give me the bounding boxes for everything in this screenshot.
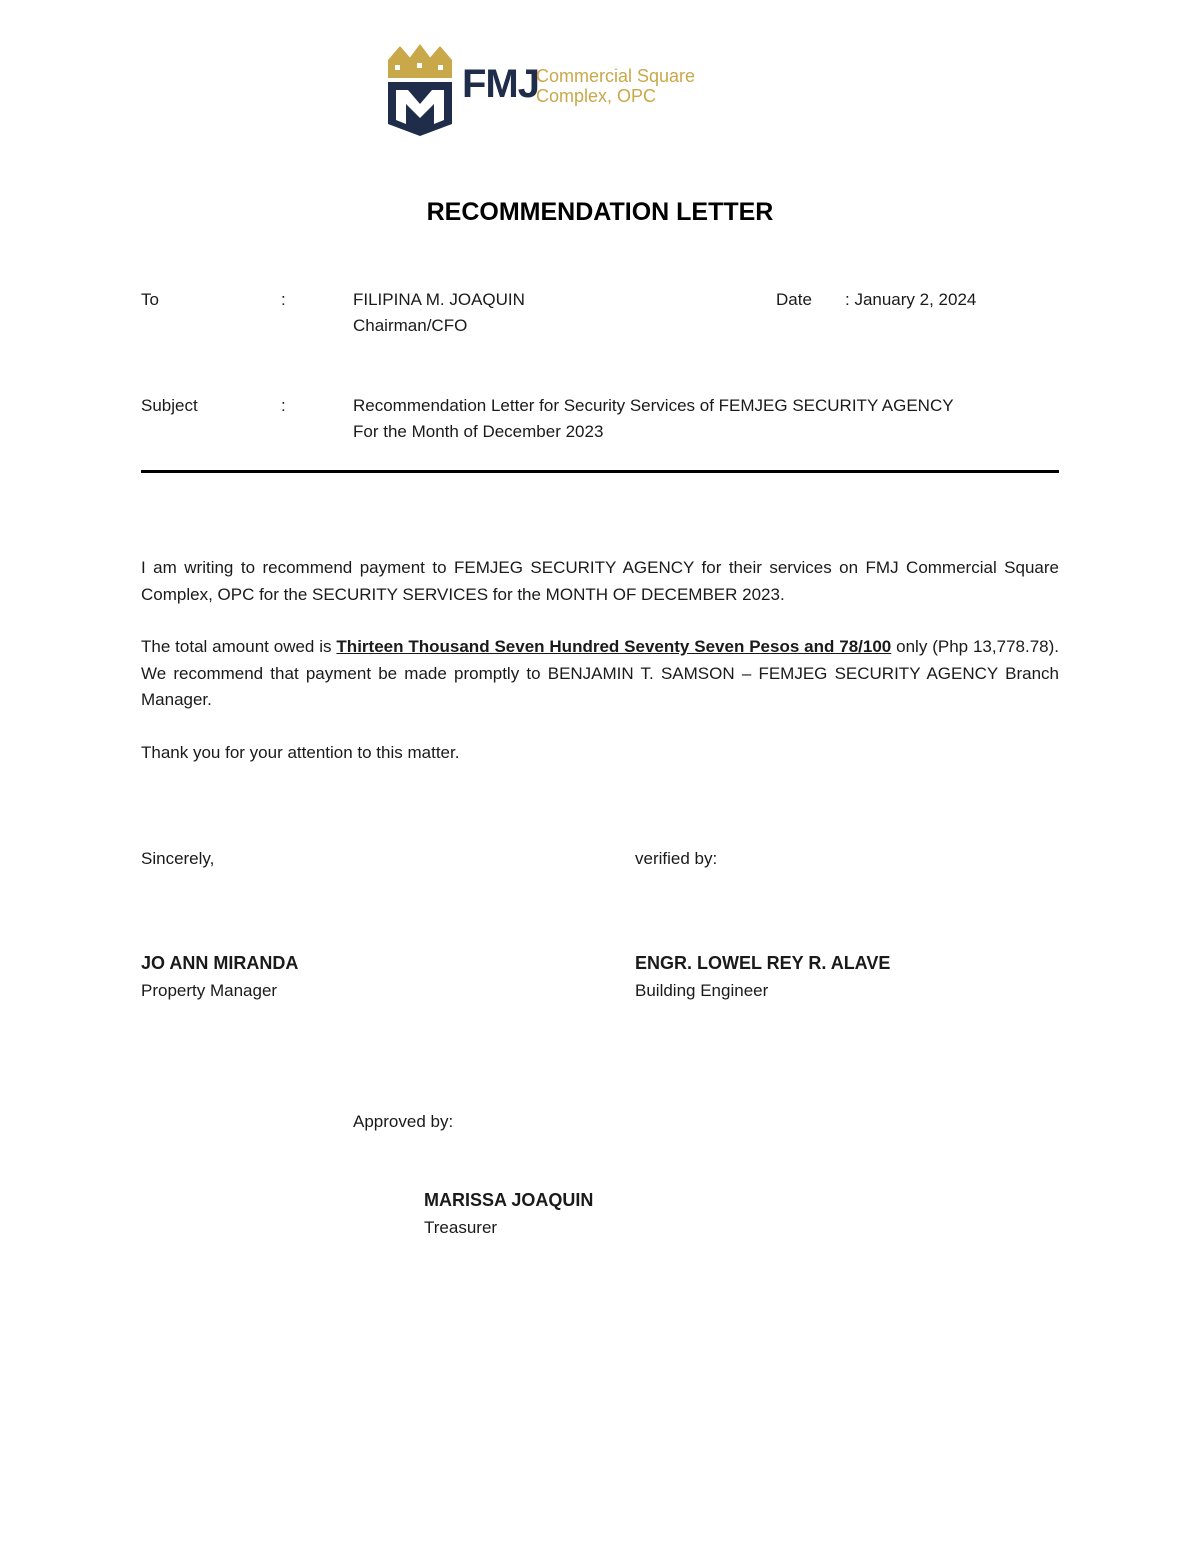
signer2-title: Building Engineer bbox=[635, 981, 769, 1000]
amount-in-words: Thirteen Thousand Seven Hundred Seventy Seven Pesos and 78/100 bbox=[336, 637, 892, 656]
amount-intro: The total amount owed is bbox=[141, 637, 337, 656]
subject-line1: Recommendation Letter for Security Services of FEMJEG SECURITY AGENCY bbox=[353, 396, 954, 415]
to-label: To bbox=[141, 290, 159, 309]
logo-emblem-icon bbox=[386, 40, 456, 140]
signer1-name: JO ANN MIRANDA bbox=[141, 953, 299, 973]
body-paragraph-3: Thank you for your attention to this matter. bbox=[141, 743, 460, 762]
logo-brand-text: FMJ bbox=[462, 62, 539, 106]
approver-title: Treasurer bbox=[424, 1218, 498, 1237]
date-label: Date bbox=[776, 290, 812, 309]
logo-subtitle-line2: Complex, OPC bbox=[536, 86, 657, 106]
signer2-name: ENGR. LOWEL REY R. ALAVE bbox=[635, 953, 891, 973]
logo-subtitle-line1: Commercial Square bbox=[536, 66, 696, 86]
subject-colon: : bbox=[281, 396, 286, 415]
approver-name: MARISSA JOAQUIN bbox=[424, 1190, 594, 1210]
body-paragraph-2 bbox=[141, 634, 1059, 714]
document-title: RECOMMENDATION LETTER bbox=[426, 198, 774, 226]
subject-label: Subject bbox=[141, 396, 198, 415]
approved-by-label: Approved by: bbox=[353, 1112, 454, 1131]
body-paragraph-1: I am writing to recommend payment to FEMJEG SECURITY AGENCY for their services on FMJ Commercial Square Complex, OPC for the SECURITY SERVICES for the MONTH OF DECEMBER 2023. bbox=[141, 558, 1059, 604]
closing-sincerely: Sincerely, bbox=[141, 849, 215, 868]
to-colon: : bbox=[281, 290, 286, 309]
verified-by-label: verified by: bbox=[635, 849, 718, 868]
date-value: : January 2, 2024 bbox=[845, 290, 977, 309]
amount-details: only (Php 13,778.78). We recommend that payment be made promptly to BENJAMIN T. SAMSON – FEMJEG SECURITY AGENCY Branch Manager. bbox=[141, 637, 1059, 709]
signer1-title: Property Manager bbox=[141, 981, 278, 1000]
subject-line2: For the Month of December 2023 bbox=[353, 422, 604, 441]
to-name: FILIPINA M. JOAQUIN bbox=[353, 290, 525, 309]
to-position: Chairman/CFO bbox=[353, 316, 468, 335]
header-divider bbox=[141, 470, 1059, 473]
company-logo bbox=[386, 40, 726, 140]
